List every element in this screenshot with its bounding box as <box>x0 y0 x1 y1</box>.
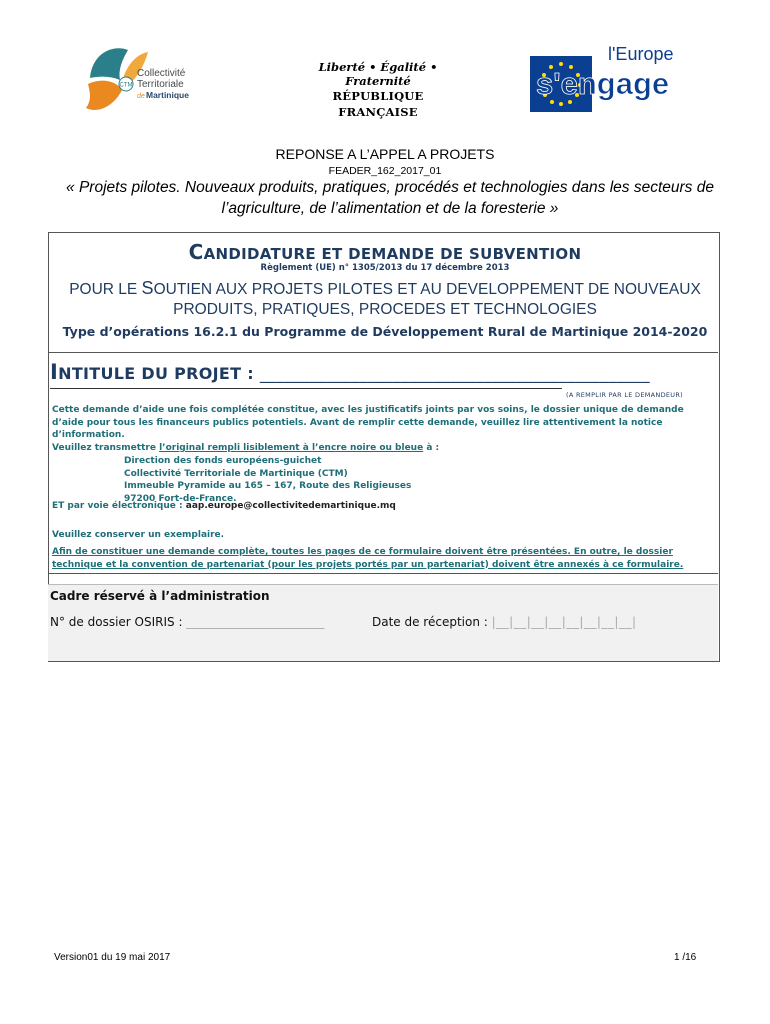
version-footer: Version01 du 19 mai 2017 <box>54 952 171 963</box>
reception-date-field: Date de réception : |__|__|__|__|__|__|__|__| <box>372 615 637 629</box>
reception-date-input[interactable]: |__|__|__|__|__|__|__|__| <box>491 615 637 629</box>
republique-name: RÉPUBLIQUE FRANÇAISE <box>332 89 424 119</box>
admin-title: Cadre réservé à l’administration <box>50 589 270 603</box>
address-line: Collectivité Territoriale de Martinique (CTM) <box>124 468 348 479</box>
ctm-line2: Territoriale <box>137 79 184 90</box>
soutien-line1: POUR LE SOUTIEN AUX PROJETS PILOTES ET AU DEVELOPPEMENT DE NOUVEAUX <box>69 278 701 298</box>
divider <box>48 352 718 353</box>
intitule-label: INTITULE DU PROJET : _______________________________________________ <box>50 360 650 384</box>
ctm-line3-prefix: de <box>137 93 145 100</box>
conserver-note: Veuillez conserver un exemplaire. <box>52 530 225 540</box>
notice-paragraph: Cette demande d’aide une fois complétée constitue, avec les justificatifs joints par vos soins, le dossier unique de demande d’aide pour tous les financeurs publics potentiels. Avant de remplir cette demande, veuillez lire attentivement la notice d’information. <box>52 405 684 440</box>
project-subtitle <box>50 177 730 219</box>
address-line: Immeuble Pyramide au 165 – 167, Route des Religieuses <box>124 481 412 491</box>
address-line: 97200 Fort-de-France. <box>124 493 237 504</box>
address-block <box>124 455 411 505</box>
ctm-line1: Collectivité <box>137 68 186 79</box>
transmettre-paragraph: Veuillez transmettre l’original rempli lisiblement à l’encre noire ou bleue à : <box>52 443 440 453</box>
soutien-line2: PRODUITS, PRATIQUES, PROCEDES ET TECHNOLOGIES <box>173 301 597 318</box>
electronic-submission: ET par voie électronique : aap.europe@collectivitedemartinique.mq <box>52 501 396 511</box>
osiris-field: N° de dossier OSIRIS : _______________________ <box>50 615 325 629</box>
document-title: REPONSE A L’APPEL A PROJETS <box>275 146 495 162</box>
reglement-ref: Règlement (UE) n° 1305/2013 du 17 décembre 2013 <box>260 263 510 273</box>
afin-paragraph: Afin de constituer une demande complète, toutes les pages de ce formulaire doivent être présentées. En outre, le dossier technique et la convention de partenariat (pour les projets portés par un partenariat) doivent être annexés à ce formulaire. <box>52 547 684 570</box>
candidature-title: CANDIDATURE ET DEMANDE DE SUBVENTION <box>188 240 582 264</box>
ctm-line3: Martinique <box>146 90 189 100</box>
republique-francaise-logo <box>298 60 458 119</box>
reference-code: FEADER_162_2017_01 <box>328 165 442 177</box>
remplir-note: (A REMPLIR PAR LE DEMANDEUR) <box>566 391 683 399</box>
divider <box>48 573 718 574</box>
address-line: Direction des fonds européens-guichet <box>124 456 322 466</box>
europe-sengage-logo <box>530 40 700 114</box>
page-number: 1 /16 <box>674 952 697 963</box>
osiris-input[interactable]: _______________________ <box>186 615 325 629</box>
subtitle-line1: « Projets pilotes. Nouveaux produits, pratiques, procédés et technologies dans les secteurs de <box>66 179 714 196</box>
ctm-badge: CTM <box>119 82 133 89</box>
subtitle-line2: l’agriculture, de l’alimentation et de la foresterie » <box>221 200 559 217</box>
ctm-logo <box>82 40 212 116</box>
type-operations: Type d’opérations 16.2.1 du Programme de Développement Rural de Martinique 2014-2020 <box>62 324 708 339</box>
europe-top-text: l'Europe <box>608 44 674 64</box>
email-address: aap.europe@collectivitedemartinique.mq <box>185 501 396 511</box>
intitule-second-line[interactable] <box>50 388 562 389</box>
europe-bottom-text: s'engage <box>536 66 670 101</box>
intitule-input[interactable]: _______________________________________________ <box>259 364 650 383</box>
transmettre-emphasis: l’original rempli lisiblement à l’encre noire ou bleue <box>159 443 424 453</box>
republique-motto: Liberté • Égalité • Fraternité <box>318 60 438 88</box>
